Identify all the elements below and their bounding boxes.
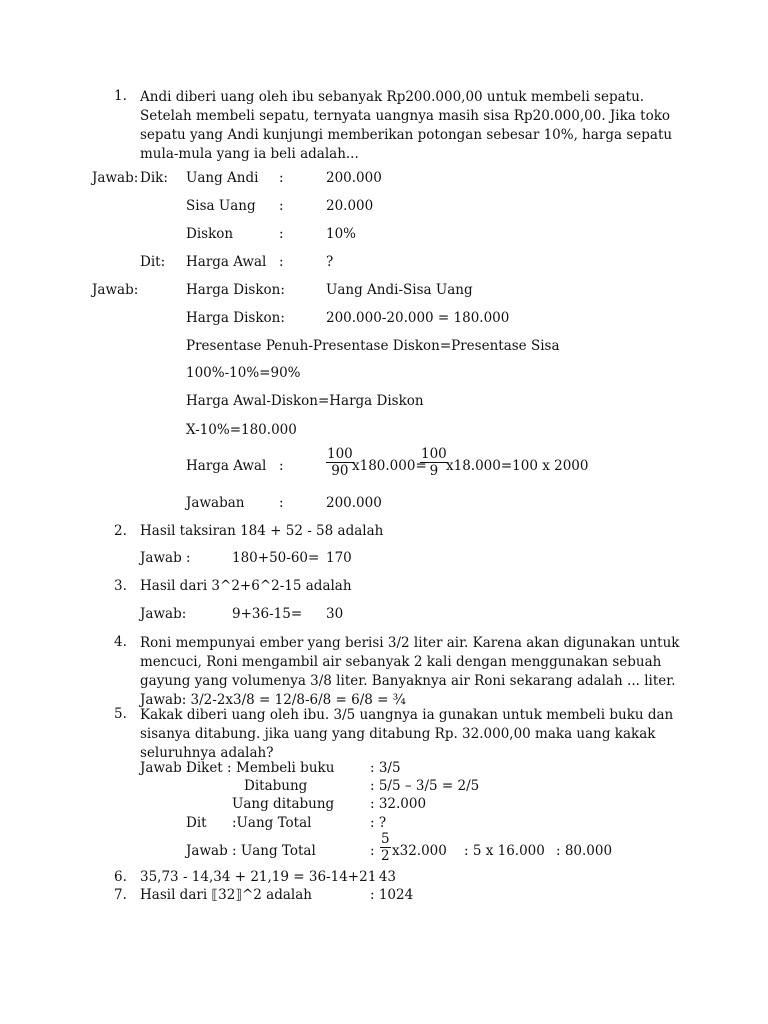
- q1-fraction-2: [420, 447, 448, 479]
- q1-line: Harga Awal-Diskon=Harga Diskon: [186, 393, 424, 409]
- q1-fraction-1: [326, 447, 354, 479]
- q1-fraction-2-numerator: 100: [421, 446, 447, 462]
- q5-row-value: : 5/5 – 3/5 = 2/5: [370, 778, 480, 794]
- q1-known-label: Diskon: [186, 226, 234, 242]
- q1-number: 1.: [114, 88, 127, 104]
- q1-known-value: 10%: [326, 226, 357, 242]
- q1-colon: :: [279, 198, 284, 214]
- q5-fraction-numerator: 5: [381, 831, 390, 847]
- q5-row-value: : 32.000: [370, 796, 427, 812]
- q3-jawab-label: Jawab:: [140, 606, 187, 622]
- q5-jawab-total-label: Jawab : Uang Total: [186, 843, 316, 859]
- q1-dik-label: Dik:: [140, 170, 168, 186]
- q5-fraction-denominator: 2: [381, 848, 390, 864]
- q5-dit-value: : ?: [370, 815, 387, 831]
- q1-asked-value: ?: [326, 254, 334, 270]
- q5-row-label: Ditabung: [244, 778, 308, 794]
- q5-number: 5.: [114, 706, 127, 722]
- q5-jawab-label: Jawab :: [140, 760, 191, 776]
- q5-fraction-after: x32.000: [392, 843, 447, 859]
- q1-dit-label: Dit:: [140, 254, 166, 270]
- q1-step-value: Uang Andi-Sisa Uang: [326, 282, 473, 298]
- q2-answer: 170: [326, 550, 352, 566]
- q1-asked-label: Harga Awal: [186, 254, 267, 270]
- q1-colon: :: [279, 254, 284, 270]
- q5-row-label: Membeli buku: [236, 760, 335, 776]
- q3-work: 9+36-15=: [232, 606, 303, 622]
- q1-known-value: 200.000: [326, 170, 382, 186]
- q5-diket-label: Diket :: [186, 760, 232, 776]
- q4-text: Roni mempunyai ember yang berisi 3/2 liter air. Karena akan digunakan untuk mencuci, Roni mengambil air sebanyak 2 kali dengan menggunakan sebuah gayung yang volumenya 3/8 liter. Banyaknya air Roni sekarang adalah ... liter. Jawab: 3/2-2x3/8 = 12/8-6/8 = 6/8 = ¾: [140, 635, 680, 708]
- q5-dit-label: Dit: [186, 815, 207, 831]
- q1-known-label: Sisa Uang: [186, 198, 256, 214]
- q3-number: 3.: [114, 578, 127, 594]
- q1-jawaban-value: 200.000: [326, 495, 382, 511]
- q2-work: 180+50-60=: [232, 550, 320, 566]
- q5-colon: :: [370, 843, 375, 859]
- q1-colon: :: [279, 495, 284, 511]
- q1-jawaban-label: Jawaban: [186, 495, 245, 511]
- q4-number: 4.: [114, 634, 127, 650]
- q1-fraction-2-after: x18.000=100 x 2000: [446, 458, 589, 474]
- q1-harga-awal-label: Harga Awal: [186, 458, 267, 474]
- q7-answer: : 1024: [370, 887, 414, 903]
- q3-answer: 30: [326, 606, 344, 622]
- q2-jawab-label: Jawab :: [140, 550, 191, 566]
- q1-line: X-10%=180.000: [186, 422, 297, 438]
- q5-fraction: [380, 832, 391, 864]
- q1-line: 100%-10%=90%: [186, 365, 301, 381]
- q3-text: Hasil dari 3^2+6^2-15 adalah: [140, 578, 352, 594]
- q5-row-value: : 3/5: [370, 760, 401, 776]
- q1-jawab2-label: Jawab:: [92, 282, 139, 298]
- q1-known-value: 20.000: [326, 198, 374, 214]
- q7-number: 7.: [114, 887, 127, 903]
- q5-step2: : 5 x 16.000: [464, 843, 545, 859]
- q1-line: Presentase Penuh-Presentase Diskon=Presentase Sisa: [186, 338, 560, 354]
- q6-number: 6.: [114, 869, 127, 885]
- q5-row-label: Uang ditabung: [232, 796, 335, 812]
- q5-dit-asked: :Uang Total: [232, 815, 312, 831]
- q6-text: 35,73 - 14,34 + 21,19 = 36-14+21: [140, 869, 377, 885]
- q1-jawab-label: Jawab:: [92, 170, 139, 186]
- q1-known-label: Uang Andi: [186, 170, 259, 186]
- q1-text: Andi diberi uang oleh ibu sebanyak Rp200.000,00 untuk membeli sepatu. Setelah membeli sepatu, ternyata uangnya masih sisa Rp20.000,00. Jika toko sepatu yang Andi kunjungi memberikan potongan sebesar 10%, harga sepatu mula-mula yang ia beli adalah...: [140, 89, 673, 162]
- q7-text: Hasil dari ⟦32⟧^2 adalah: [140, 887, 312, 903]
- q5-text: Kakak diberi uang oleh ibu. 3/5 uangnya ia gunakan untuk membeli buku dan sisanya ditabung. jika uang yang ditabung Rp. 32.000,00 maka uang kakak seluruhnya adalah?: [140, 707, 674, 761]
- q1-step-label: Harga Diskon:: [186, 282, 285, 298]
- q1-step-label: Harga Diskon:: [186, 310, 285, 326]
- q1-step-value: 200.000-20.000 = 180.000: [326, 310, 510, 326]
- q1-colon: :: [279, 226, 284, 242]
- q1-fraction-2-denominator: 9: [429, 463, 439, 479]
- q6-answer: : 43: [370, 869, 397, 885]
- q1-colon: :: [279, 458, 284, 474]
- q1-fraction-1-after: x180.000=: [352, 458, 427, 474]
- q1-colon: :: [279, 170, 284, 186]
- q5-step3: : 80.000: [556, 843, 613, 859]
- q1-fraction-1-denominator: 90: [331, 463, 349, 479]
- q2-number: 2.: [114, 523, 127, 539]
- q1-fraction-1-numerator: 100: [327, 446, 353, 462]
- q2-text: Hasil taksiran 184 + 52 - 58 adalah: [140, 523, 384, 539]
